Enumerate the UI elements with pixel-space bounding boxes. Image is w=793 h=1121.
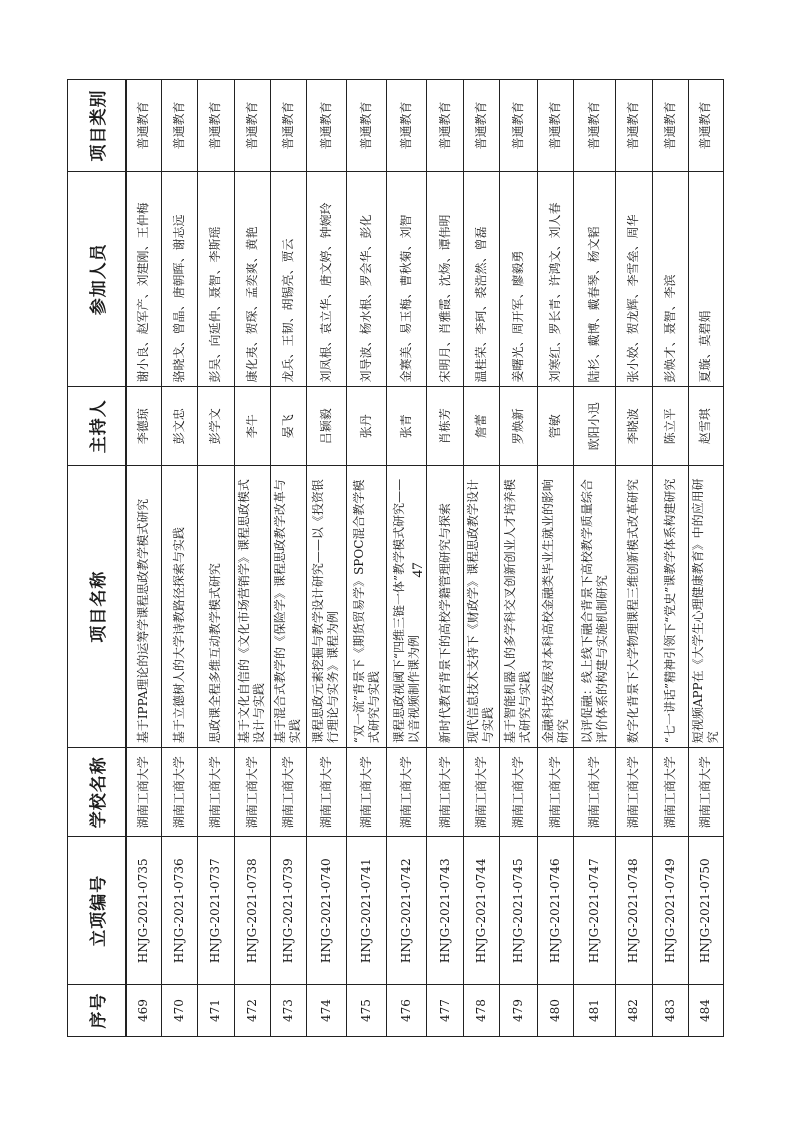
cell-host: 李晓波 [616, 387, 652, 466]
cell-members: 谢小良、赵军产、刘建刚、王仲梅 [126, 171, 162, 387]
cell-project: 基于混合式教学的《保险学》课程思政教学改革与实践 [270, 466, 306, 748]
cell-members: 夏璇、莫碧娟 [688, 171, 723, 387]
cell-members: 康化夷、贺琛、孟奕爽、黄艳 [234, 171, 270, 387]
cell-code: HNJG-2021-0744 [463, 837, 499, 985]
cell-school: 湖南工商大学 [616, 748, 652, 837]
cell-school: 湖南工商大学 [306, 748, 346, 837]
cell-project: 课程思政视阈下“四维三链一体”教学模式研究——以音视频制作课为例 [387, 466, 427, 748]
cell-project: 思政课全程多维互动教学模式研究 [198, 466, 234, 748]
cell-category: 普通教育 [574, 80, 616, 172]
cell-code: HNJG-2021-0738 [234, 837, 270, 985]
header-members: 参加人员 [68, 171, 126, 387]
cell-school: 湖南工商大学 [574, 748, 616, 837]
cell-no: 476 [387, 985, 427, 1037]
table-row [162, 80, 198, 1037]
cell-school: 湖南工商大学 [270, 748, 306, 837]
cell-code: HNJG-2021-0747 [574, 837, 616, 985]
page-number: 47 [410, 562, 426, 578]
cell-code: HNJG-2021-0736 [162, 837, 198, 985]
cell-school: 湖南工商大学 [347, 748, 387, 837]
cell-category: 普通教育 [270, 80, 306, 172]
cell-no: 470 [162, 985, 198, 1037]
header-school: 学校名称 [68, 748, 126, 837]
cell-code: HNJG-2021-0741 [347, 837, 387, 985]
table-row [537, 80, 573, 1037]
cell-category: 普通教育 [652, 80, 688, 172]
cell-project: 新时代教育背景下的高校学籍管理研究与探索 [427, 466, 463, 748]
cell-members: 宋明月、肖雅霞、沈炀、谭伟明 [427, 171, 463, 387]
cell-project: 基于IPPA理论的运筹学课程思政教学模式研究 [126, 466, 162, 748]
table-row [616, 80, 652, 1037]
cell-category: 普通教育 [499, 80, 537, 172]
cell-school: 湖南工商大学 [652, 748, 688, 837]
cell-category: 普通教育 [427, 80, 463, 172]
cell-members: 陆杉、戴博、戴春琴、杨文韬 [574, 171, 616, 387]
cell-no: 478 [463, 985, 499, 1037]
cell-no: 469 [126, 985, 162, 1037]
cell-code: HNJG-2021-0735 [126, 837, 162, 985]
cell-no: 474 [306, 985, 346, 1037]
cell-project: 基于智能机器人的多学科交叉创新创业人才培养模式研究与实践 [499, 466, 537, 748]
cell-host: 詹蕾 [463, 387, 499, 466]
cell-project: 基于文化自信的《文化市场营销学》课程思政模式设计与实践 [234, 466, 270, 748]
cell-code: HNJG-2021-0737 [198, 837, 234, 985]
table-row [574, 80, 616, 1037]
cell-project: 基于立德树人的大学诗教路径探索与实践 [162, 466, 198, 748]
cell-category: 普通教育 [198, 80, 234, 172]
cell-category: 普通教育 [306, 80, 346, 172]
cell-members: 彭焕才、聂智、李滨 [652, 171, 688, 387]
cell-host: 彭文忠 [162, 387, 198, 466]
cell-school: 湖南工商大学 [537, 748, 573, 837]
table-row [347, 80, 387, 1037]
cell-category: 普通教育 [126, 80, 162, 172]
cell-code: HNJG-2021-0739 [270, 837, 306, 985]
cell-category: 普通教育 [616, 80, 652, 172]
header-row [68, 80, 126, 1037]
cell-no: 482 [616, 985, 652, 1037]
cell-code: HNJG-2021-0742 [387, 837, 427, 985]
cell-host: 李牛 [234, 387, 270, 466]
cell-project: 金融科技发展对本科高校金融类毕业生就业的影响研究 [537, 466, 573, 748]
cell-members: 刘导波、杨水根、罗会华、彭化 [347, 171, 387, 387]
cell-members: 骆晓戈、曾晶、唐朝晖、谢志远 [162, 171, 198, 387]
cell-project: 短视频APP在《大学生心理健康教育》中的应用研究 [688, 466, 723, 748]
cell-host: 张丹 [347, 387, 387, 466]
cell-project: 现代信息技术支持下《财政学》课程思政教学设计与实践 [463, 466, 499, 748]
cell-no: 473 [270, 985, 306, 1037]
cell-host: 肖栋芳 [427, 387, 463, 466]
cell-school: 湖南工商大学 [198, 748, 234, 837]
cell-code: HNJG-2021-0740 [306, 837, 346, 985]
table-row [306, 80, 346, 1037]
cell-no: 484 [688, 985, 723, 1037]
cell-school: 湖南工商大学 [234, 748, 270, 837]
cell-school: 湖南工商大学 [387, 748, 427, 837]
header-code: 立项编号 [68, 837, 126, 985]
cell-no: 475 [347, 985, 387, 1037]
cell-category: 普通教育 [347, 80, 387, 172]
table-row [688, 80, 723, 1037]
header-host: 主持人 [68, 387, 126, 466]
cell-project: 课程思政元素挖掘与教学设计研究——以《投资银行理论与实务》课程为例 [306, 466, 346, 748]
cell-members: 姜曙光、周开军、廖毅勇 [499, 171, 537, 387]
cell-school: 湖南工商大学 [162, 748, 198, 837]
cell-category: 普通教育 [463, 80, 499, 172]
cell-code: HNJG-2021-0749 [652, 837, 688, 985]
cell-no: 477 [427, 985, 463, 1037]
cell-host: 彭学文 [198, 387, 234, 466]
cell-code: HNJG-2021-0745 [499, 837, 537, 985]
table-row [198, 80, 234, 1037]
table-row [234, 80, 270, 1037]
cell-host: 李德琼 [126, 387, 162, 466]
cell-code: HNJG-2021-0748 [616, 837, 652, 985]
cell-code: HNJG-2021-0746 [537, 837, 573, 985]
cell-project: 以评促融：线上线下融合背景下高校教学质量综合评价体系的构建与实施机制研究 [574, 466, 616, 748]
cell-no: 480 [537, 985, 573, 1037]
cell-host: 罗焕新 [499, 387, 537, 466]
cell-code: HNJG-2021-0750 [688, 837, 723, 985]
table-row [126, 80, 162, 1037]
cell-category: 普通教育 [234, 80, 270, 172]
cell-members: 龙兵、王韧、胡锡亮、贾云 [270, 171, 306, 387]
header-category: 项目类别 [68, 80, 126, 172]
cell-members: 温桂荣、李珂、裘浩然、曾磊 [463, 171, 499, 387]
cell-category: 普通教育 [688, 80, 723, 172]
cell-school: 湖南工商大学 [499, 748, 537, 837]
cell-school: 湖南工商大学 [126, 748, 162, 837]
cell-school: 湖南工商大学 [463, 748, 499, 837]
cell-category: 普通教育 [162, 80, 198, 172]
table-row [270, 80, 306, 1037]
cell-project: “双一流”背景下《期货贸易学》SPOC混合教学模式研究与实践 [347, 466, 387, 748]
rotated-table-container [67, 79, 724, 1037]
header-no: 序号 [68, 985, 126, 1037]
cell-no: 483 [652, 985, 688, 1037]
cell-members: 金赛美、易玉梅、曹秋菊、刘智 [387, 171, 427, 387]
cell-host: 管敏 [537, 387, 573, 466]
table-row [652, 80, 688, 1037]
cell-no: 481 [574, 985, 616, 1037]
cell-school: 湖南工商大学 [427, 748, 463, 837]
cell-no: 472 [234, 985, 270, 1037]
cell-host: 陈立平 [652, 387, 688, 466]
cell-members: 刘寒红、罗长青、许鸿文、刘人春 [537, 171, 573, 387]
cell-members: 张小姣、贺龙辉、李雪垒、周华 [616, 171, 652, 387]
project-table [67, 79, 724, 1037]
cell-project: “七一讲话”精神引领下“党史”课教学体系构建研究 [652, 466, 688, 748]
cell-category: 普通教育 [387, 80, 427, 172]
cell-host: 吕颖毅 [306, 387, 346, 466]
cell-members: 彭吴、向延仲、聂智、李斯瑶 [198, 171, 234, 387]
cell-host: 晏飞 [270, 387, 306, 466]
cell-code: HNJG-2021-0743 [427, 837, 463, 985]
header-project: 项目名称 [68, 466, 126, 748]
table-row [499, 80, 537, 1037]
cell-host: 张青 [387, 387, 427, 466]
cell-members: 刘凤根、袁立华、唐文婷、钟婉玲 [306, 171, 346, 387]
cell-no: 479 [499, 985, 537, 1037]
cell-school: 湖南工商大学 [688, 748, 723, 837]
cell-host: 赵雪琪 [688, 387, 723, 466]
cell-host: 欧阳小迅 [574, 387, 616, 466]
cell-category: 普通教育 [537, 80, 573, 172]
cell-no: 471 [198, 985, 234, 1037]
cell-project: 数字化背景下大学物理课程三维创新模式改革研究 [616, 466, 652, 748]
table-row [463, 80, 499, 1037]
